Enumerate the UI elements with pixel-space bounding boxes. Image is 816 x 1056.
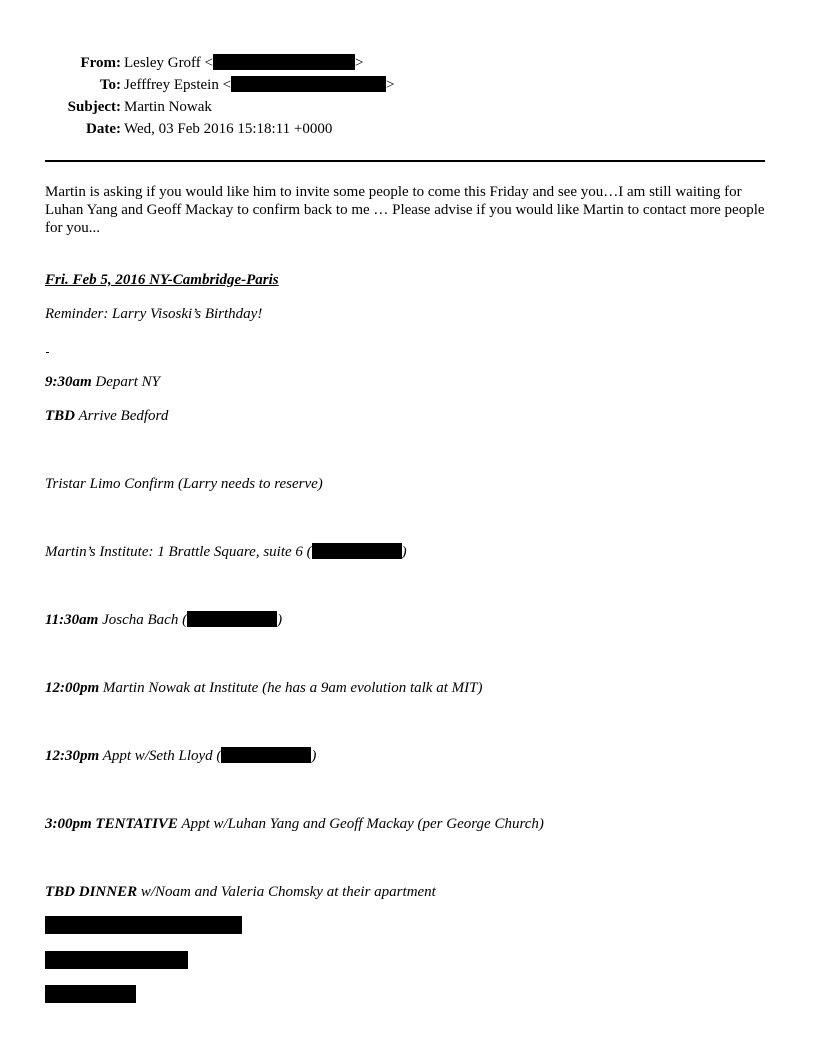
schedule-close: ) <box>277 612 283 628</box>
redaction-box <box>45 985 136 1003</box>
to-label: To: <box>99 77 121 93</box>
schedule-time: 12:30pm <box>45 748 100 764</box>
message-paragraph: Martin is asking if you would like him to invite some people to come this Friday and see you…I am still waiting for Luhan Yang and Geoff Mackay to confirm back to me … Please advise if you would like Martin to contact more people for you... <box>45 184 765 236</box>
date-label: Date: <box>86 121 121 137</box>
day-title: Fri. Feb 5, 2016 NY-Cambridge-Paris <box>45 272 279 288</box>
schedule-text: Appt w/Seth Lloyd ( <box>99 748 222 764</box>
redaction-box <box>312 543 402 559</box>
from-row <box>0 52 816 74</box>
schedule-item <box>45 679 482 697</box>
redaction-box <box>221 747 311 763</box>
to-row <box>0 74 816 96</box>
schedule-item <box>45 611 282 629</box>
from-label: From: <box>80 55 121 71</box>
schedule-time: 11:30am <box>45 612 99 628</box>
schedule-close: ) <box>401 544 407 560</box>
schedule-text: w/Noam and Valeria Chomsky at their apartment <box>137 884 436 900</box>
schedule-time: 3:00pm TENTATIVE <box>45 816 178 832</box>
subject-row <box>0 96 816 118</box>
redaction-box <box>45 916 242 934</box>
date-value: Wed, 03 Feb 2016 15:18:11 +0000 <box>124 121 333 137</box>
schedule-time: TBD <box>45 408 75 424</box>
schedule-item <box>45 815 544 833</box>
schedule-item <box>45 747 316 765</box>
subject-value: Martin Nowak <box>124 99 212 115</box>
header-divider <box>45 160 765 162</box>
schedule-text: Martin’s Institute: 1 Brattle Square, suite 6 ( <box>45 544 312 560</box>
subject-label: Subject: <box>67 99 121 115</box>
from-name: Lesley Groff < <box>124 55 213 71</box>
to-end: > <box>386 77 395 93</box>
reminder: Reminder: Larry Visoski’s Birthday! <box>45 306 263 322</box>
to-value <box>124 74 395 96</box>
redaction-box <box>231 76 386 92</box>
redaction-box <box>213 54 355 70</box>
schedule-item <box>45 407 168 425</box>
from-value <box>124 52 363 74</box>
schedule-text: Appt w/Luhan Yang and Geoff Mackay (per George Church) <box>177 816 544 832</box>
schedule-time: 9:30am <box>45 374 92 390</box>
schedule-item <box>45 373 160 391</box>
schedule-text: Joscha Bach ( <box>98 612 188 628</box>
schedule-close: ) <box>311 748 317 764</box>
day-title-line <box>45 271 279 289</box>
schedule-time: 12:00pm <box>45 680 100 696</box>
stray-underline-mark <box>46 352 49 353</box>
redaction-box <box>45 951 188 969</box>
schedule-text: Arrive Bedford <box>75 408 169 424</box>
schedule-item <box>45 543 407 561</box>
to-name: Jefffrey Epstein < <box>124 77 232 93</box>
from-end: > <box>355 55 364 71</box>
date-row <box>0 118 816 140</box>
schedule-time: TBD DINNER <box>45 884 138 900</box>
redaction-box <box>187 611 277 627</box>
schedule-text: Tristar Limo Confirm (Larry needs to reserve) <box>45 476 323 492</box>
schedule-text: Depart NY <box>91 374 161 390</box>
schedule-item <box>45 883 436 901</box>
schedule-text: Martin Nowak at Institute (he has a 9am evolution talk at MIT) <box>99 680 483 696</box>
schedule-item <box>45 475 323 493</box>
